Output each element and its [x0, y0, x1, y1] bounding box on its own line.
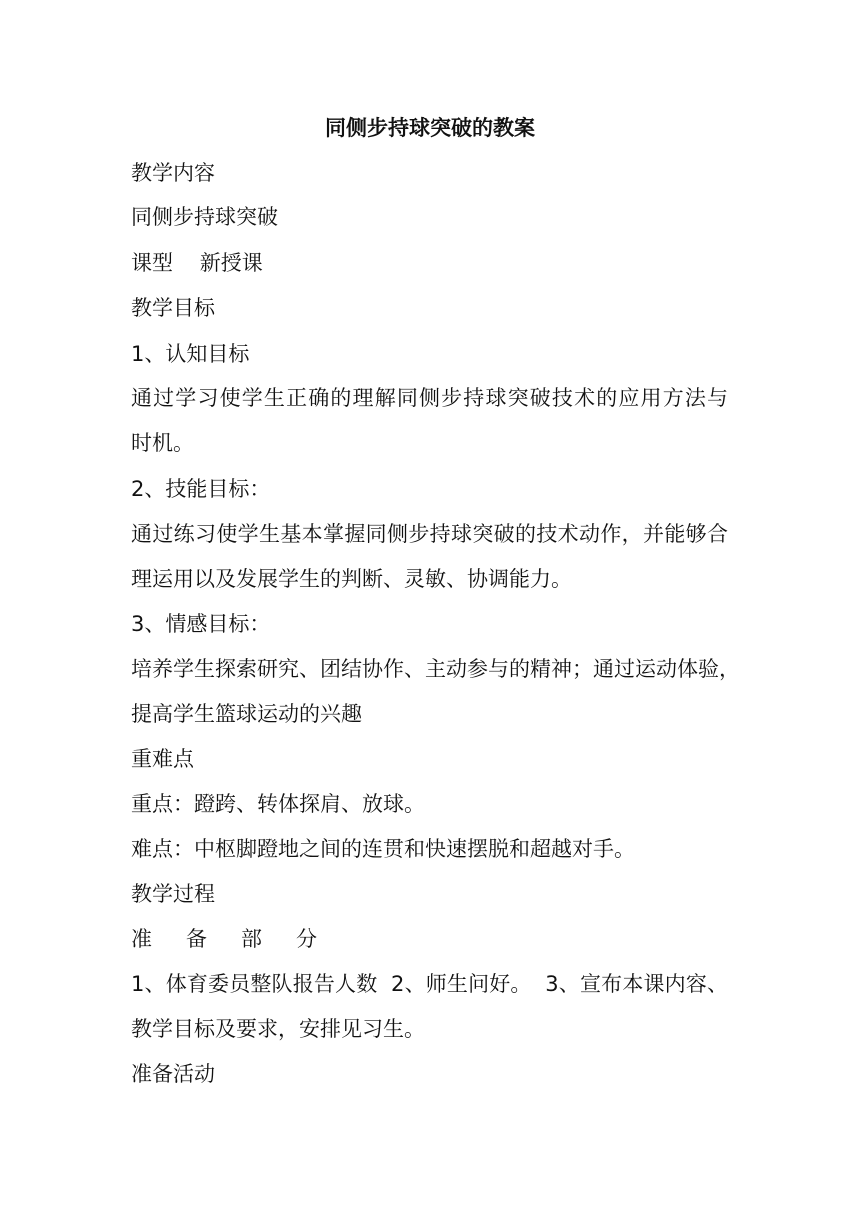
text-line: 1、体育委员整队报告人数 2、师生问好。 3、宣布本课内容、 — [131, 972, 728, 996]
text-line: 课型 新授课 — [131, 251, 263, 275]
document-title: 同侧步持球突破的教案 — [325, 116, 535, 140]
text-line: 理运用以及发展学生的判断、灵敏、协调能力。 — [131, 567, 572, 591]
text-line: 通过练习使学生基本掌握同侧步持球突破的技术动作，并能够合 — [131, 522, 728, 546]
text-line: 同侧步持球突破 — [131, 205, 278, 229]
text-line: 教学内容 — [131, 161, 215, 185]
text-line: 准备活动 — [131, 1062, 215, 1086]
text-line: 教学目标及要求，安排见习生。 — [131, 1017, 425, 1041]
text-line: 教学过程 — [131, 882, 215, 906]
text-line: 1、认知目标 — [131, 342, 250, 366]
text-line: 重点：蹬跨、转体探肩、放球。 — [131, 792, 425, 816]
text-line: 培养学生探索研究、团结协作、主动参与的精神；通过运动体验， — [131, 657, 740, 681]
text-line: 时机。 — [131, 431, 194, 455]
text-line: 准备部分 — [131, 927, 351, 951]
text-line: 3、情感目标： — [131, 612, 271, 636]
text-line: 2、技能目标： — [131, 477, 271, 501]
text-line: 通过学习使学生正确的理解同侧步持球突破技术的应用方法与 — [131, 386, 728, 410]
text-line: 难点：中枢脚蹬地之间的连贯和快速摆脱和超越对手。 — [131, 837, 635, 861]
text-line: 重难点 — [131, 747, 194, 771]
text-line: 提高学生篮球运动的兴趣 — [131, 702, 362, 726]
text-line: 教学目标 — [131, 296, 215, 320]
